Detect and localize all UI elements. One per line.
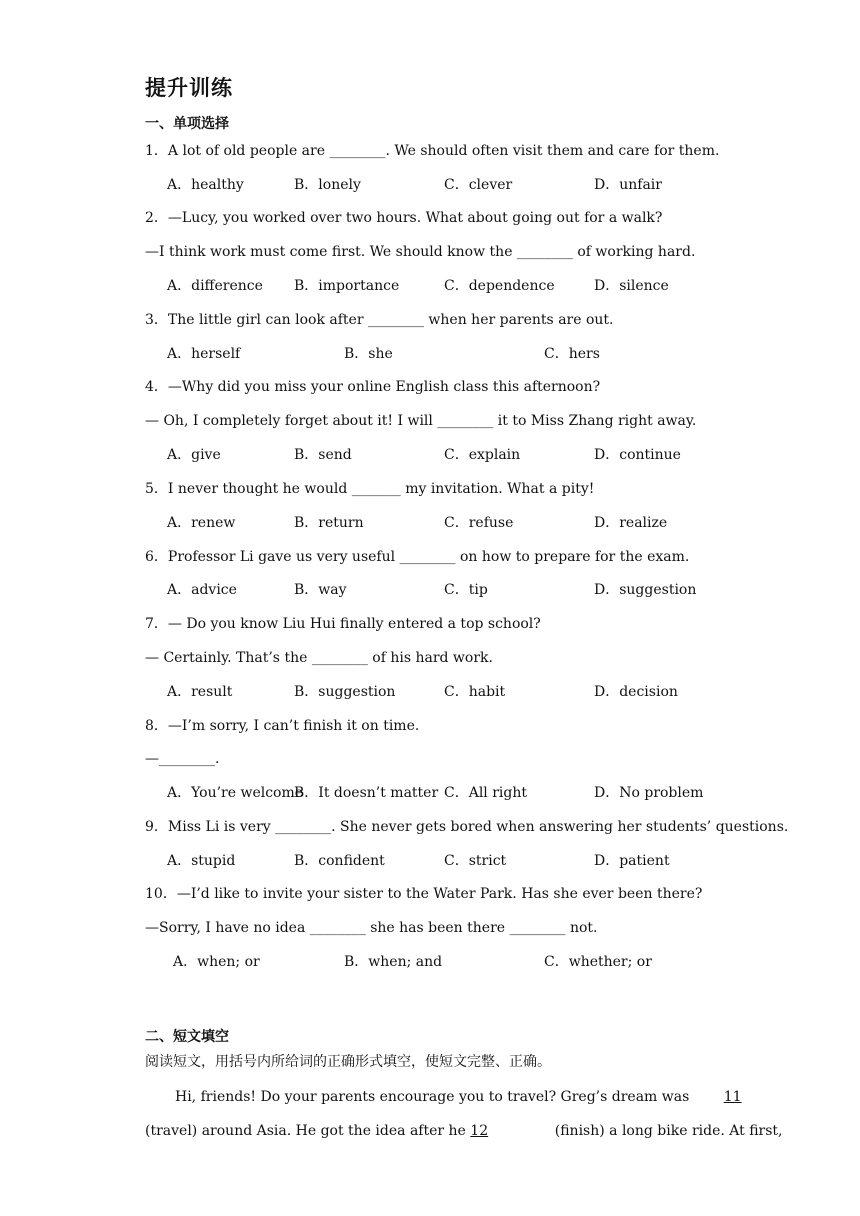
option-b[interactable]: B．lonely bbox=[294, 177, 361, 193]
question-1-text: 1．A lot of old people are ________. We should often visit them and care for them. bbox=[145, 143, 720, 159]
option-a[interactable]: A．result bbox=[167, 684, 233, 700]
section-heading-passage-fill: 二、短文填空 bbox=[145, 1029, 229, 1045]
option-d[interactable]: D．unfair bbox=[594, 177, 662, 193]
question-8-text-line2: —________. bbox=[145, 751, 220, 767]
option-b[interactable]: B．return bbox=[294, 515, 364, 531]
option-d[interactable]: D．decision bbox=[594, 684, 678, 700]
option-d[interactable]: D．patient bbox=[594, 853, 670, 869]
option-b[interactable]: B．confident bbox=[294, 853, 385, 869]
passage-instruction: 阅读短文，用括号内所给词的正确形式填空，使短文完整、正确。 bbox=[145, 1054, 551, 1070]
question-7-text-line2: — Certainly. That’s the ________ of his hard work. bbox=[145, 650, 493, 666]
option-c[interactable]: C．hers bbox=[544, 346, 600, 362]
blank-11[interactable]: 11 bbox=[723, 1089, 742, 1105]
question-3-text: 3．The little girl can look after ________ when her parents are out. bbox=[145, 312, 614, 328]
option-a[interactable]: A．renew bbox=[167, 515, 236, 531]
option-d[interactable]: D．No problem bbox=[594, 785, 704, 801]
option-b[interactable]: B．when; and bbox=[344, 954, 443, 970]
page-title: 提升训练 bbox=[145, 76, 233, 100]
option-c[interactable]: C．habit bbox=[444, 684, 506, 700]
option-b[interactable]: B．she bbox=[344, 346, 393, 362]
question-2-text-line2: —I think work must come first. We should know the ________ of working hard. bbox=[145, 244, 696, 260]
passage-text: Hi, friends! Do your parents encourage you to travel? Greg’s dream was bbox=[175, 1089, 690, 1105]
passage-line-2 bbox=[145, 1122, 783, 1140]
option-c[interactable]: C．clever bbox=[444, 177, 513, 193]
option-a[interactable]: A．advice bbox=[167, 582, 237, 598]
question-4-text: 4．—Why did you miss your online English class this afternoon? bbox=[145, 379, 601, 395]
question-6-text: 6．Professor Li gave us very useful ________ on how to prepare for the exam. bbox=[145, 549, 690, 565]
option-b[interactable]: B．send bbox=[294, 447, 352, 463]
passage-text: (travel) around Asia. He got the idea after he bbox=[145, 1123, 466, 1139]
option-c[interactable]: C．explain bbox=[444, 447, 521, 463]
question-5-text: 5．I never thought he would _______ my invitation. What a pity! bbox=[145, 481, 595, 497]
blank-12[interactable]: 12 bbox=[470, 1123, 489, 1139]
passage-line-1 bbox=[145, 1088, 742, 1106]
question-2-text: 2．—Lucy, you worked over two hours. What about going out for a walk? bbox=[145, 210, 663, 226]
option-c[interactable]: C．tip bbox=[444, 582, 488, 598]
section-heading-single-choice: 一、单项选择 bbox=[145, 116, 229, 132]
option-c[interactable]: C．All right bbox=[444, 785, 528, 801]
option-a[interactable]: A．herself bbox=[167, 346, 241, 362]
option-b[interactable]: B．way bbox=[294, 582, 347, 598]
option-d[interactable]: D．suggestion bbox=[594, 582, 697, 598]
question-10-text-line2: —Sorry, I have no idea ________ she has been there ________ not. bbox=[145, 920, 598, 936]
option-c[interactable]: C．refuse bbox=[444, 515, 514, 531]
option-d[interactable]: D．realize bbox=[594, 515, 668, 531]
passage-text: (finish) a long bike ride. At first, bbox=[554, 1123, 783, 1139]
question-10-text: 10．—I’d like to invite your sister to the Water Park. Has she ever been there? bbox=[145, 886, 703, 902]
option-a[interactable]: A．difference bbox=[167, 278, 263, 294]
option-b[interactable]: B．importance bbox=[294, 278, 400, 294]
question-4-text-line2: — Oh, I completely forget about it! I will ________ it to Miss Zhang right away. bbox=[145, 413, 697, 429]
option-a[interactable]: A．when; or bbox=[173, 954, 260, 970]
option-a[interactable]: A．You’re welcome bbox=[167, 785, 304, 801]
option-d[interactable]: D．continue bbox=[594, 447, 681, 463]
option-b[interactable]: B．suggestion bbox=[294, 684, 396, 700]
question-8-text: 8．—I’m sorry, I can’t finish it on time. bbox=[145, 718, 420, 734]
option-c[interactable]: C．strict bbox=[444, 853, 507, 869]
option-a[interactable]: A．give bbox=[167, 447, 221, 463]
question-7-text: 7．— Do you know Liu Hui finally entered a top school? bbox=[145, 616, 541, 632]
option-c[interactable]: C．whether; or bbox=[544, 954, 652, 970]
option-d[interactable]: D．silence bbox=[594, 278, 669, 294]
option-c[interactable]: C．dependence bbox=[444, 278, 555, 294]
option-a[interactable]: A．stupid bbox=[167, 853, 236, 869]
option-b[interactable]: B．It doesn’t matter bbox=[294, 785, 439, 801]
option-a[interactable]: A．healthy bbox=[167, 177, 244, 193]
question-9-text: 9．Miss Li is very ________. She never gets bored when answering her students’ questions. bbox=[145, 819, 789, 835]
